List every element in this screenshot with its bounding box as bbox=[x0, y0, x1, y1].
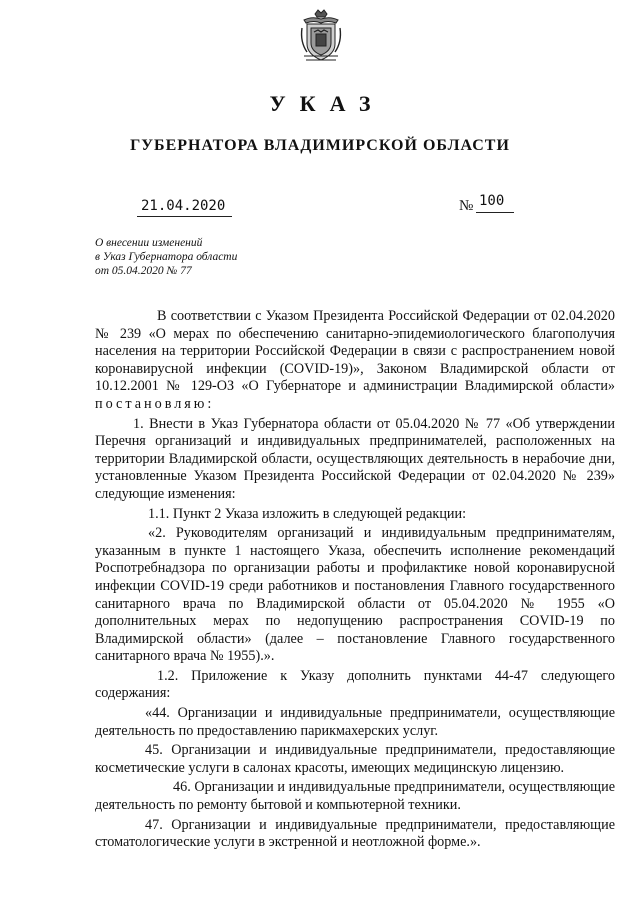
item-1-2-paragraph: 1.2. Приложение к Указу дополнить пунктами 44-47 следующего содержания: bbox=[95, 667, 615, 702]
decree-issuer: ГУБЕРНАТОРА ВЛАДИМИРСКОЙ ОБЛАСТИ bbox=[130, 137, 510, 154]
decree-subject bbox=[95, 236, 295, 278]
subject-line: О внесении изменений bbox=[95, 237, 203, 249]
number-label: № bbox=[459, 198, 474, 214]
point-46-paragraph: 46. Организации и индивидуальные предприниматели, осуществляющие деятельность по ремонту бытовой и компьютерной техники. bbox=[95, 779, 615, 814]
date-underline bbox=[137, 216, 232, 217]
decree-number: 100 bbox=[479, 193, 505, 209]
preamble-text: В соответствии с Указом Президента Российской Федерации от 02.04.2020 № 239 «О мерах по обеспечению санитарно-эпидемиологического благополучия населения на территории Российской Федерации в связи с распространением новой коронавирусной инфекции (COVID-19)», Законом Владимирской области от 10.12.2001 № 129-ОЗ «О Губернаторе и администрации Владимирской области» bbox=[95, 308, 615, 395]
decree-title: УКАЗ bbox=[269, 91, 385, 116]
point-45-paragraph: 45. Организации и индивидуальные предприниматели, предоставляющие косметические услуги в салонах красоты, имеющих медицинскую лицензию. bbox=[95, 742, 615, 776]
number-underline bbox=[476, 212, 514, 213]
preamble-verb: постановляю: bbox=[95, 395, 215, 412]
subject-line: от 05.04.2020 № 77 bbox=[95, 265, 192, 277]
quoted-point-2-paragraph: «2. Руководителям организаций и индивидуальным предпринимателям, указанным в пункте 1 настоящего Указа, обеспечить исполнение рекомендаций Роспотребнадзора по организации работы и профилактике новой коронавирусной инфекции COVID-19 среди работников и постановления Главного государственного санитарного врача по Владимирской области от 05.04.2020 № 1955 «О дополнительных мерах по недопущению распространения COVID-19 по Владимирской области» (далее – постановление Главного государственного санитарного врача № 1955).». bbox=[95, 525, 615, 665]
item-1-paragraph: 1. Внести в Указ Губернатора области от 05.04.2020 № 77 «Об утверждении Перечня организаций и индивидуальных предпринимателей, расположенных на территории Владимирской области, осуществляющих деятельность в нерабочие дни, установленные Указом Президента Российской Федерации от 02.04.2020 № 239» следующие изменения: bbox=[95, 415, 615, 502]
item-1-1-paragraph: 1.1. Пункт 2 Указа изложить в следующей редакции: bbox=[148, 505, 467, 522]
point-44-paragraph: «44. Организации и индивидуальные предприниматели, осуществляющие деятельность по предоставлению парикмахерских услуг. bbox=[95, 705, 615, 739]
decree-date: 21.04.2020 bbox=[141, 198, 226, 214]
decree-body bbox=[95, 308, 615, 852]
coat-of-arms-emblem bbox=[298, 8, 344, 64]
preamble-paragraph bbox=[95, 308, 615, 414]
subject-line: в Указ Губернатора области bbox=[95, 251, 238, 263]
point-47-paragraph: 47. Организации и индивидуальные предприниматели, предоставляющие стоматологические услуги в экстренной и неотложной форме.». bbox=[95, 816, 615, 851]
